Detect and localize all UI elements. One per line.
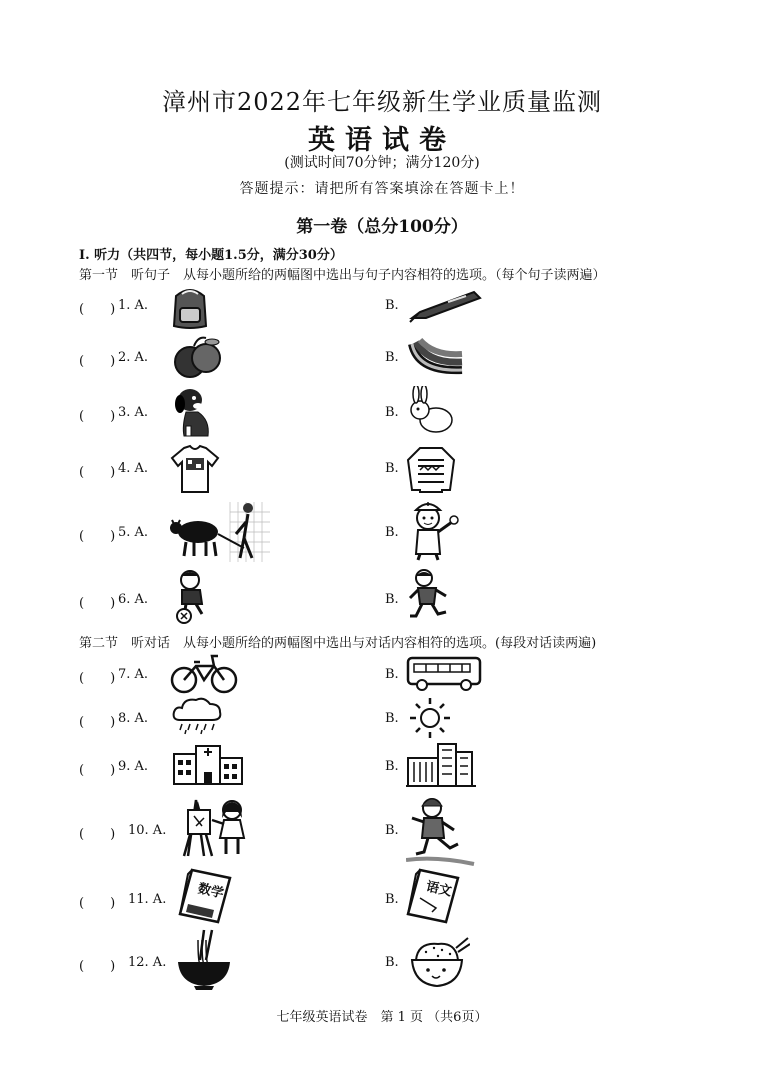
noodles-icon xyxy=(174,928,234,990)
subject-title: 英语试卷 xyxy=(308,125,456,156)
option-b-label: B. xyxy=(385,461,399,476)
answer-paren: ( ) xyxy=(79,896,116,911)
option-b-label: B. xyxy=(385,892,399,907)
answer-paren: ( ) xyxy=(79,354,116,369)
boy-football-icon xyxy=(172,568,212,624)
chinese-book-icon xyxy=(406,868,460,924)
question-label: 12. A. xyxy=(128,955,167,970)
answer-paren: ( ) xyxy=(79,671,116,686)
answer-paren: ( ) xyxy=(79,465,116,480)
math-book-label: 数学 xyxy=(196,881,226,902)
answer-paren: ( ) xyxy=(79,763,116,778)
part-title: 第一卷（总分100分） xyxy=(296,217,468,237)
bike-icon xyxy=(170,652,238,694)
answer-paren: ( ) xyxy=(79,596,116,611)
option-b-label: B. xyxy=(385,823,399,838)
option-b-label: B. xyxy=(385,350,399,365)
page-footer: 七年级英语试卷 第 1 页 （共6页） xyxy=(276,1010,488,1025)
answer-paren: ( ) xyxy=(79,302,116,317)
option-b-label: B. xyxy=(385,405,399,420)
question-label: 10. A. xyxy=(128,823,167,838)
girl-painting-icon xyxy=(182,796,254,858)
question-label: 11. A. xyxy=(128,892,167,907)
question-label: 4. A. xyxy=(118,461,149,476)
rabbit-icon xyxy=(406,386,456,436)
library-building-icon xyxy=(406,740,476,788)
question-label: 2. A. xyxy=(118,350,149,365)
option-b-label: B. xyxy=(385,759,399,774)
chinese-book-label: 语文 xyxy=(424,879,454,900)
question-label: 3. A. xyxy=(118,405,149,420)
option-b-label: B. xyxy=(385,667,399,682)
question-label: 6. A. xyxy=(118,592,149,607)
option-b-label: B. xyxy=(385,955,399,970)
bananas-icon xyxy=(408,336,466,378)
option-b-label: B. xyxy=(385,592,399,607)
answer-hint: 答题提示：请把所有答案填涂在答题卡上！ xyxy=(239,181,525,197)
section2-instruction: 第二节 听对话 从每小题所给的两幅图中选出与对话内容相符的选项。(每段对话读两遍) xyxy=(79,636,597,651)
answer-paren: ( ) xyxy=(79,715,116,730)
sweater-icon xyxy=(406,444,456,494)
question-label: 5. A. xyxy=(118,525,149,540)
time-note: (测试时间70分钟；满分120分) xyxy=(284,155,480,171)
apples-icon xyxy=(172,334,224,384)
answer-paren: ( ) xyxy=(79,827,116,842)
exam-title: 漳州市2022年七年级新生学业质量监测 xyxy=(161,88,603,116)
doctor-icon xyxy=(404,498,464,562)
section1-instruction: 第一节 听句子 从每小题所给的两幅图中选出与句子内容相符的选项。（每个句子读两遍） xyxy=(79,268,606,283)
listening-heading: I. 听力（共四节，每小题1.5分，满分30分） xyxy=(79,248,343,263)
tshirt-icon xyxy=(170,444,220,494)
option-b-label: B. xyxy=(385,711,399,726)
question-label: 1. A. xyxy=(118,298,149,313)
answer-paren: ( ) xyxy=(79,529,116,544)
answer-paren: ( ) xyxy=(79,959,116,974)
farmer-ox-icon xyxy=(170,498,270,562)
rain-cloud-icon xyxy=(170,696,224,736)
question-label: 7. A. xyxy=(118,667,149,682)
question-label: 9. A. xyxy=(118,759,149,774)
math-book-icon xyxy=(178,868,232,924)
backpack-icon xyxy=(168,284,212,330)
sun-icon xyxy=(408,696,452,740)
bus-icon xyxy=(406,656,482,692)
question-label: 8. A. xyxy=(118,711,149,726)
option-b-label: B. xyxy=(385,298,399,313)
pen-icon xyxy=(408,288,484,324)
dog-icon xyxy=(172,386,216,438)
answer-paren: ( ) xyxy=(79,409,116,424)
girl-skating-icon xyxy=(406,794,476,866)
option-b-label: B. xyxy=(385,525,399,540)
hospital-building-icon xyxy=(172,744,244,786)
boy-running-icon xyxy=(408,568,450,624)
rice-bowl-icon xyxy=(406,934,470,990)
